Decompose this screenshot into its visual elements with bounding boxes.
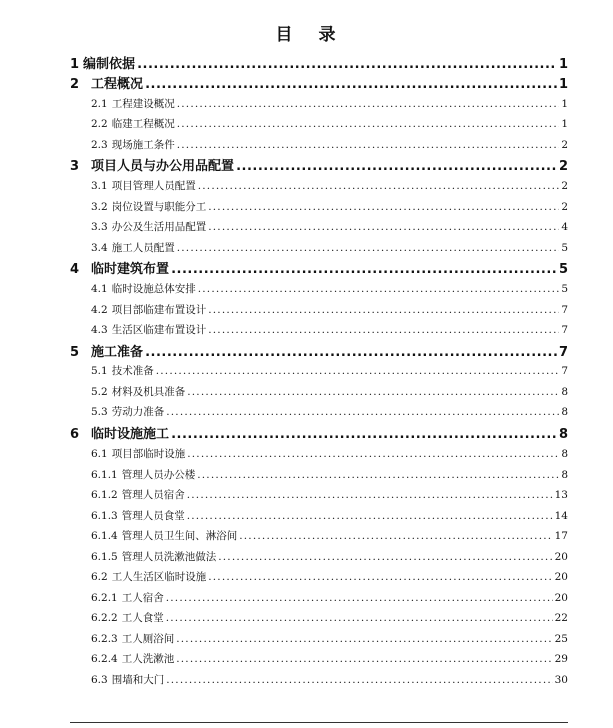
toc-entry-title: 工人生活区临时设施 <box>111 571 207 583</box>
toc-entry-page: 2 <box>561 139 568 151</box>
toc-entry-3-1[interactable] <box>91 178 568 193</box>
toc-entry-page: 7 <box>561 304 568 316</box>
toc-entry-2-2[interactable] <box>91 116 568 131</box>
toc-entry-number: 6 <box>70 427 80 442</box>
toc-entry-number: 3.4 <box>91 242 108 254</box>
toc-entry-number: 6.3 <box>91 674 108 686</box>
toc-entry-title: 围墙和大门 <box>111 674 165 686</box>
toc-entry-page: 8 <box>561 386 568 398</box>
toc-entry-6-1[interactable] <box>91 446 568 461</box>
toc-entry-number: 2 <box>70 77 80 92</box>
toc-entry-6[interactable] <box>70 423 568 442</box>
toc-entry-page: 20 <box>554 551 568 563</box>
toc-entry-page: 8 <box>558 427 568 442</box>
toc-entry-title: 工程概况 <box>91 77 144 92</box>
toc-entry-page: 1 <box>558 77 568 92</box>
toc-leader-dots <box>177 118 560 130</box>
toc-entry-number: 6.1.3 <box>91 510 118 522</box>
toc-entry-page: 5 <box>561 242 568 254</box>
toc-entry-page: 22 <box>554 612 568 624</box>
toc-leader-dots <box>208 571 552 583</box>
toc-entry-5-3[interactable] <box>91 404 568 419</box>
toc-leader-dots <box>198 283 560 295</box>
toc-entry-title: 工程建设概况 <box>111 98 175 110</box>
toc-entry-number: 6.2 <box>91 571 108 583</box>
toc-entry-title: 工人宿舍 <box>121 592 164 604</box>
toc-leader-dots <box>198 180 560 192</box>
toc-leader-dots <box>208 304 559 316</box>
toc-entry-number: 4.1 <box>91 283 108 295</box>
toc-entry-title: 工人食堂 <box>121 612 164 624</box>
toc-leader-dots <box>166 406 559 418</box>
toc-entry-title: 施工准备 <box>91 345 144 360</box>
toc-entry-5-1[interactable] <box>91 363 568 378</box>
toc-leader-dots <box>236 159 557 174</box>
toc-entry-number: 6.1.5 <box>91 551 118 563</box>
toc-entry-2-1[interactable] <box>91 96 568 111</box>
title-right-char: 录 <box>318 25 338 45</box>
toc-leader-dots <box>176 633 552 645</box>
toc-leader-dots <box>187 386 559 398</box>
toc-leader-dots <box>218 551 552 563</box>
toc-leader-dots <box>208 201 559 213</box>
toc-entry-number: 4 <box>70 262 80 277</box>
toc-entry-number: 3.3 <box>91 221 108 233</box>
toc-entry-6-2-2[interactable] <box>91 610 568 625</box>
page-title <box>0 20 613 45</box>
toc-entry-title: 管理人员食堂 <box>121 510 185 522</box>
toc-entry-page: 25 <box>554 633 568 645</box>
toc-entry-title: 生活区临建布置设计 <box>111 324 207 336</box>
toc-entry-6-2-3[interactable] <box>91 631 568 646</box>
toc-leader-dots <box>156 365 560 377</box>
toc-entry-number: 6.1 <box>91 448 108 460</box>
toc-entry-title: 技术准备 <box>111 365 154 377</box>
toc-entry-page: 8 <box>561 469 568 481</box>
toc-entry-title: 办公及生活用品配置 <box>111 221 207 233</box>
toc-entry-3-4[interactable] <box>91 240 568 255</box>
toc-leader-dots <box>145 345 557 360</box>
toc-entry-title: 劳动力准备 <box>111 406 165 418</box>
toc-entry-title: 临时建筑布置 <box>91 262 170 277</box>
toc-entry-4-3[interactable] <box>91 322 568 337</box>
toc-entry-page: 29 <box>554 653 568 665</box>
toc-entry-5[interactable] <box>70 341 568 360</box>
toc-entry-1[interactable] <box>70 53 568 72</box>
toc-entry-6-1-1[interactable] <box>91 467 568 482</box>
toc-entry-title: 施工人员配置 <box>111 242 175 254</box>
toc-entry-page: 7 <box>561 324 568 336</box>
title-left-char: 目 <box>275 25 295 45</box>
toc-entry-5-2[interactable] <box>91 384 568 399</box>
toc-entry-title: 临建工程概况 <box>111 118 175 130</box>
toc-entry-title: 材料及机具准备 <box>111 386 186 398</box>
toc-entry-title: 现场施工条件 <box>111 139 175 151</box>
toc-entry-page: 5 <box>558 262 568 277</box>
toc-entry-number: 6.2.1 <box>91 592 118 604</box>
toc-entry-number: 2.3 <box>91 139 108 151</box>
toc-entry-6-2-4[interactable] <box>91 651 568 666</box>
toc-entry-number: 5 <box>70 345 80 360</box>
toc-entry-6-2-1[interactable] <box>91 590 568 605</box>
toc-entry-number: 5.3 <box>91 406 108 418</box>
toc-entry-3-3[interactable] <box>91 219 568 234</box>
toc-entry-title: 管理人员办公楼 <box>121 469 196 481</box>
toc-entry-page: 20 <box>554 571 568 583</box>
toc-entry-page: 30 <box>554 674 568 686</box>
toc-entry-number: 6.1.2 <box>91 489 118 501</box>
toc-entry-title: 项目人员与办公用品配置 <box>91 159 235 174</box>
toc-entry-6-1-3[interactable] <box>91 508 568 523</box>
toc-leader-dots <box>171 427 557 442</box>
toc-leader-dots <box>137 57 557 72</box>
toc-entry-number: 6.2.4 <box>91 653 118 665</box>
toc-leader-dots <box>177 139 560 151</box>
toc-entry-page: 13 <box>554 489 568 501</box>
toc-entry-number: 3.2 <box>91 201 108 213</box>
toc-entry-6-1-4[interactable] <box>91 528 568 543</box>
toc-entry-4-1[interactable] <box>91 281 568 296</box>
toc-leader-dots <box>239 530 552 542</box>
toc-entry-number: 4.3 <box>91 324 108 336</box>
toc-leader-dots <box>145 77 557 92</box>
toc-leader-dots <box>176 653 552 665</box>
page-bottom-rule <box>70 722 568 723</box>
toc-entry-number: 2.1 <box>91 98 108 110</box>
toc-entry-title: 工人厕浴间 <box>121 633 175 645</box>
toc-entry-page: 7 <box>558 345 568 360</box>
toc-entry-page: 8 <box>561 448 568 460</box>
toc-entry-title: 临时设施总体安排 <box>111 283 196 295</box>
toc-entry-6-3[interactable] <box>91 672 568 687</box>
toc-entry-6-1-5[interactable] <box>91 549 568 564</box>
toc-entry-page: 1 <box>561 118 568 130</box>
toc-leader-dots <box>208 221 559 233</box>
toc-entry-6-1-2[interactable] <box>91 487 568 502</box>
toc-entry-number: 4.2 <box>91 304 108 316</box>
toc-entry-2[interactable] <box>70 73 568 92</box>
toc-leader-dots <box>166 592 553 604</box>
toc-entry-title: 项目部临建布置设计 <box>111 304 207 316</box>
toc-leader-dots <box>187 448 559 460</box>
toc-entry-title: 管理人员宿舍 <box>121 489 185 501</box>
toc-entry-page: 14 <box>554 510 568 522</box>
toc-entry-number: 2.2 <box>91 118 108 130</box>
toc-leader-dots <box>166 674 552 686</box>
toc-leader-dots <box>177 98 560 110</box>
toc-leader-dots <box>187 489 553 501</box>
toc-leader-dots <box>177 242 560 254</box>
toc-entry-page: 4 <box>561 221 568 233</box>
toc-entry-title: 项目部临时设施 <box>111 448 186 460</box>
toc-entry-page: 17 <box>554 530 568 542</box>
toc-entry-3[interactable] <box>70 155 568 174</box>
toc-entry-3-2[interactable] <box>91 199 568 214</box>
toc-entry-page: 1 <box>558 57 568 72</box>
toc-entry-number: 6.2.2 <box>91 612 118 624</box>
toc-entry-number: 6.2.3 <box>91 633 118 645</box>
toc-entry-page: 20 <box>554 592 568 604</box>
toc-entry-title: 管理人员卫生间、淋浴间 <box>121 530 238 542</box>
toc-entry-number: 1 <box>70 57 80 72</box>
toc-entry-2-3[interactable] <box>91 137 568 152</box>
toc-entry-page: 2 <box>561 201 568 213</box>
toc-entry-number: 5.2 <box>91 386 108 398</box>
toc-entry-page: 5 <box>561 283 568 295</box>
toc-entry-title: 工人洗漱池 <box>121 653 175 665</box>
toc-entry-title: 编制依据 <box>83 57 136 72</box>
toc-entry-page: 7 <box>561 365 568 377</box>
toc-entry-number: 6.1.4 <box>91 530 118 542</box>
toc-entry-title: 项目管理人员配置 <box>111 180 196 192</box>
toc-entry-number: 6.1.1 <box>91 469 118 481</box>
toc-entry-6-2[interactable] <box>91 569 568 584</box>
toc-entry-title: 岗位设置与职能分工 <box>111 201 207 213</box>
toc-leader-dots <box>208 324 559 336</box>
toc-leader-dots <box>171 262 557 277</box>
toc-entry-4[interactable] <box>70 258 568 277</box>
toc-entry-number: 3 <box>70 159 80 174</box>
toc-entry-number: 5.1 <box>91 365 108 377</box>
toc-entry-title: 临时设施施工 <box>91 427 170 442</box>
toc-entry-4-2[interactable] <box>91 302 568 317</box>
toc-entry-page: 8 <box>561 406 568 418</box>
toc-entry-page: 1 <box>561 98 568 110</box>
toc-entry-title: 管理人员洗漱池做法 <box>121 551 217 563</box>
toc-leader-dots <box>166 612 553 624</box>
toc-leader-dots <box>187 510 553 522</box>
toc-entry-page: 2 <box>558 159 568 174</box>
toc-entry-page: 2 <box>561 180 568 192</box>
toc-entry-number: 3.1 <box>91 180 108 192</box>
toc-leader-dots <box>197 469 559 481</box>
